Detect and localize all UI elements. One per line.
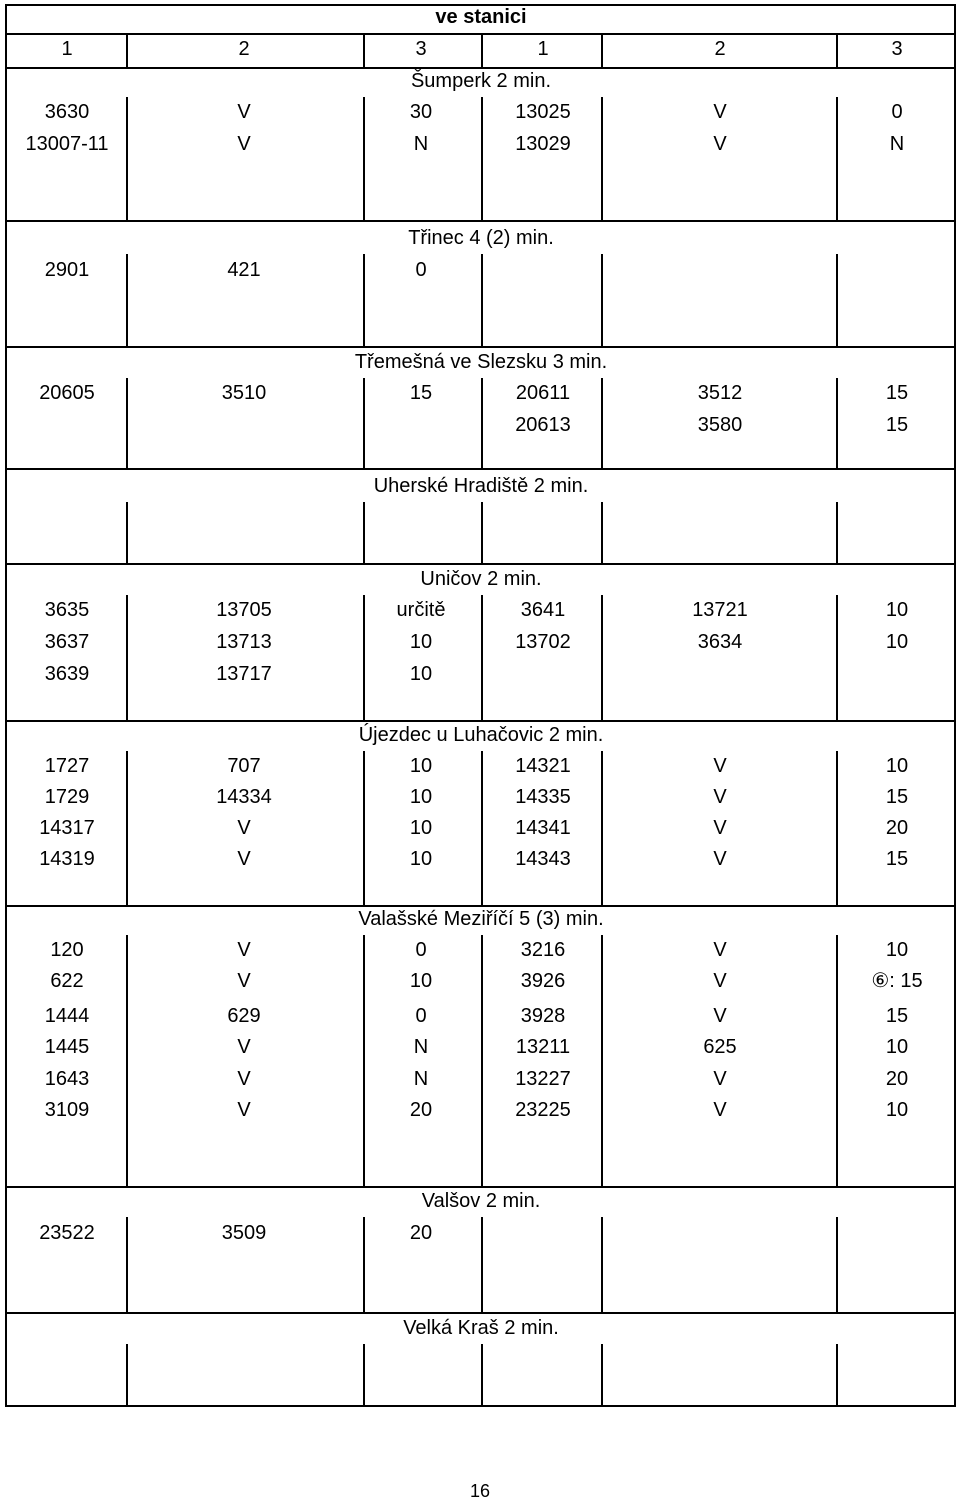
table-cell: 10 bbox=[885, 1099, 909, 1121]
table-cell: 10 bbox=[409, 848, 433, 870]
table-cell: 0 bbox=[415, 939, 427, 961]
station-header: Uherské Hradiště 2 min. bbox=[373, 475, 589, 497]
table-cell: určitě bbox=[396, 599, 446, 621]
table-cell: 15 bbox=[409, 382, 433, 404]
table-cell: 1445 bbox=[44, 1036, 90, 1058]
table-cell: 13211 bbox=[515, 1036, 571, 1058]
table-cell: 10 bbox=[885, 939, 909, 961]
table-cell: 15 bbox=[885, 848, 909, 870]
table-cell: 10 bbox=[885, 755, 909, 777]
table-cell: 1727 bbox=[44, 755, 90, 777]
table-cell: 13227 bbox=[515, 1068, 571, 1090]
column-divider bbox=[836, 378, 838, 468]
table-cell: 10 bbox=[409, 755, 433, 777]
column-divider bbox=[363, 254, 365, 346]
table-cell: 3580 bbox=[697, 414, 743, 436]
table-cell: 3637 bbox=[44, 631, 90, 653]
table-cell: ⑥: 15 bbox=[871, 970, 923, 992]
table-cell: V bbox=[713, 939, 727, 961]
column-divider bbox=[601, 935, 603, 1186]
table-cell: 1729 bbox=[44, 786, 90, 808]
column-header: 1 bbox=[61, 38, 73, 60]
column-divider bbox=[601, 1217, 603, 1312]
column-divider bbox=[836, 1344, 838, 1405]
table-cell: 707 bbox=[227, 755, 261, 777]
table-cell: 3635 bbox=[44, 599, 90, 621]
column-divider bbox=[126, 502, 128, 563]
table-cell: 10 bbox=[409, 663, 433, 685]
table-cell: N bbox=[413, 1068, 429, 1090]
column-divider bbox=[126, 97, 128, 220]
table-cell: 13702 bbox=[515, 631, 571, 653]
table-cell: 3928 bbox=[520, 1005, 566, 1027]
column-divider bbox=[126, 1344, 128, 1405]
table-cell: 1643 bbox=[44, 1068, 90, 1090]
table-title: ve stanici bbox=[435, 6, 527, 28]
table-cell: V bbox=[237, 101, 251, 123]
column-divider bbox=[481, 595, 483, 720]
table-cell: 20 bbox=[885, 1068, 909, 1090]
table-cell: 10 bbox=[885, 1036, 909, 1058]
column-header: 2 bbox=[238, 38, 250, 60]
table-cell: 0 bbox=[415, 259, 427, 281]
column-divider bbox=[601, 97, 603, 220]
column-divider bbox=[601, 254, 603, 346]
row-divider bbox=[5, 220, 956, 222]
table-cell: 20613 bbox=[515, 414, 571, 436]
table-cell: 14335 bbox=[515, 786, 571, 808]
table-cell: V bbox=[713, 755, 727, 777]
table-cell: V bbox=[237, 1036, 251, 1058]
table-cell: 0 bbox=[891, 101, 903, 123]
column-divider bbox=[481, 378, 483, 468]
table-cell: V bbox=[237, 1068, 251, 1090]
table-cell: 421 bbox=[227, 259, 261, 281]
column-divider bbox=[836, 502, 838, 563]
table-cell: 10 bbox=[409, 631, 433, 653]
table-cell: V bbox=[713, 1099, 727, 1121]
table-cell: 13713 bbox=[216, 631, 272, 653]
table-cell: N bbox=[889, 133, 905, 155]
table-cell: 14334 bbox=[216, 786, 272, 808]
column-divider bbox=[126, 935, 128, 1186]
table-cell: 120 bbox=[50, 939, 84, 961]
column-divider bbox=[836, 595, 838, 720]
table-cell: 3634 bbox=[697, 631, 743, 653]
column-divider bbox=[126, 751, 128, 905]
table-cell: 20605 bbox=[39, 382, 95, 404]
table-cell: V bbox=[237, 1099, 251, 1121]
table-cell: 625 bbox=[703, 1036, 737, 1058]
table-cell: 3216 bbox=[520, 939, 566, 961]
column-divider bbox=[836, 751, 838, 905]
table-cell: 13029 bbox=[515, 133, 571, 155]
table-cell: 20 bbox=[885, 817, 909, 839]
table-cell: V bbox=[237, 817, 251, 839]
table-cell: 3512 bbox=[697, 382, 743, 404]
station-header: Valašské Meziříčí 5 (3) min. bbox=[358, 908, 604, 930]
table-cell: 23225 bbox=[515, 1099, 571, 1121]
table-cell: 10 bbox=[885, 631, 909, 653]
table-cell: N bbox=[413, 1036, 429, 1058]
column-divider bbox=[481, 935, 483, 1186]
column-divider bbox=[126, 595, 128, 720]
station-header: Velká Kraš 2 min. bbox=[403, 1317, 559, 1339]
table-cell: V bbox=[237, 939, 251, 961]
table-cell: V bbox=[713, 101, 727, 123]
table-cell: V bbox=[713, 817, 727, 839]
table-cell: 13007-11 bbox=[25, 133, 109, 155]
table-cell: 10 bbox=[409, 817, 433, 839]
table-cell: 0 bbox=[415, 1005, 427, 1027]
column-divider bbox=[481, 97, 483, 220]
column-divider bbox=[601, 33, 603, 67]
column-divider bbox=[836, 1217, 838, 1312]
column-divider bbox=[363, 751, 365, 905]
station-header: Třemešná ve Slezsku 3 min. bbox=[354, 351, 608, 373]
table-cell: 20 bbox=[409, 1099, 433, 1121]
table-cell: 15 bbox=[885, 414, 909, 436]
table-cell: 14321 bbox=[515, 755, 571, 777]
table-cell: 20611 bbox=[515, 382, 571, 404]
table-cell: 13025 bbox=[515, 101, 571, 123]
table-cell: N bbox=[413, 133, 429, 155]
column-divider bbox=[126, 254, 128, 346]
column-divider bbox=[836, 254, 838, 346]
column-divider bbox=[481, 1217, 483, 1312]
table-cell: 10 bbox=[409, 970, 433, 992]
column-divider bbox=[126, 33, 128, 67]
table-cell: 3509 bbox=[221, 1222, 267, 1244]
table-cell: 3510 bbox=[221, 382, 267, 404]
column-header: 3 bbox=[415, 38, 427, 60]
station-header: Valšov 2 min. bbox=[421, 1190, 541, 1212]
table-cell: 13705 bbox=[216, 599, 272, 621]
column-header: 1 bbox=[537, 38, 549, 60]
table-cell: 2901 bbox=[44, 259, 90, 281]
table-cell: 23522 bbox=[39, 1222, 95, 1244]
column-divider bbox=[601, 502, 603, 563]
table-cell: 3641 bbox=[520, 599, 566, 621]
column-divider bbox=[363, 97, 365, 220]
table-cell: V bbox=[713, 133, 727, 155]
table-cell: V bbox=[713, 786, 727, 808]
column-divider bbox=[601, 1344, 603, 1405]
table-cell: V bbox=[237, 848, 251, 870]
table-cell: 13721 bbox=[692, 599, 748, 621]
table-cell: 10 bbox=[409, 786, 433, 808]
column-divider bbox=[363, 1217, 365, 1312]
station-header: Uničov 2 min. bbox=[420, 568, 542, 590]
table-cell: V bbox=[713, 848, 727, 870]
table-cell: 30 bbox=[409, 101, 433, 123]
column-header: 3 bbox=[891, 38, 903, 60]
table-cell: 14341 bbox=[515, 817, 571, 839]
table-cell: V bbox=[713, 970, 727, 992]
column-header: 2 bbox=[714, 38, 726, 60]
column-divider bbox=[363, 595, 365, 720]
page-number: 16 bbox=[469, 1481, 491, 1501]
table-cell: 3630 bbox=[44, 101, 90, 123]
table-cell: 3639 bbox=[44, 663, 90, 685]
column-divider bbox=[836, 935, 838, 1186]
table-cell: 20 bbox=[409, 1222, 433, 1244]
table-cell: 3926 bbox=[520, 970, 566, 992]
column-divider bbox=[601, 378, 603, 468]
column-divider bbox=[363, 33, 365, 67]
table-cell: V bbox=[713, 1068, 727, 1090]
table-cell: 15 bbox=[885, 382, 909, 404]
table-cell: 3109 bbox=[44, 1099, 90, 1121]
table-cell: V bbox=[237, 133, 251, 155]
table-cell: 629 bbox=[227, 1005, 261, 1027]
table-cell: 14319 bbox=[39, 848, 95, 870]
column-divider bbox=[836, 33, 838, 67]
column-divider bbox=[363, 935, 365, 1186]
column-divider bbox=[481, 33, 483, 67]
table-cell: 14317 bbox=[39, 817, 95, 839]
table-cell: 15 bbox=[885, 786, 909, 808]
table-cell: 13717 bbox=[216, 663, 272, 685]
column-divider bbox=[481, 502, 483, 563]
station-header: Třinec 4 (2) min. bbox=[408, 227, 554, 249]
table-cell: 14343 bbox=[515, 848, 571, 870]
column-divider bbox=[363, 502, 365, 563]
table-cell: 10 bbox=[885, 599, 909, 621]
column-divider bbox=[363, 1344, 365, 1405]
column-divider bbox=[481, 751, 483, 905]
column-divider bbox=[126, 1217, 128, 1312]
column-divider bbox=[126, 378, 128, 468]
column-divider bbox=[363, 378, 365, 468]
table-cell: 1444 bbox=[44, 1005, 90, 1027]
table-cell: V bbox=[713, 1005, 727, 1027]
column-divider bbox=[601, 751, 603, 905]
table-cell: V bbox=[237, 970, 251, 992]
station-header: Újezdec u Luhačovic 2 min. bbox=[358, 724, 604, 746]
column-divider bbox=[481, 254, 483, 346]
table-cell: 15 bbox=[885, 1005, 909, 1027]
column-divider bbox=[481, 1344, 483, 1405]
table-cell: 622 bbox=[50, 970, 84, 992]
station-header: Šumperk 2 min. bbox=[410, 70, 552, 92]
row-divider bbox=[5, 468, 956, 470]
column-divider bbox=[601, 595, 603, 720]
column-divider bbox=[836, 97, 838, 220]
